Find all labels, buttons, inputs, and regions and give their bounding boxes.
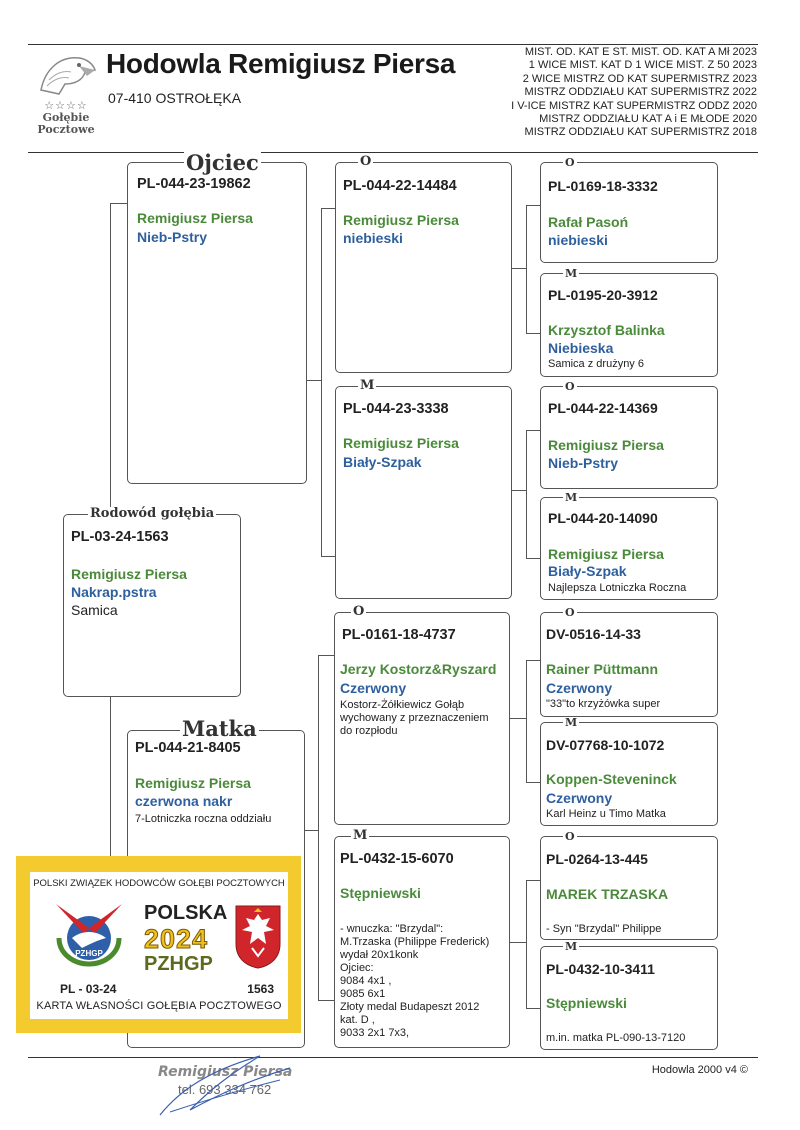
ffm-box <box>540 267 718 377</box>
ownership-card <box>16 856 301 1033</box>
ff-owner: Remigiusz Piersa <box>343 212 459 228</box>
ffm-label: M <box>565 267 578 280</box>
connector-line <box>526 205 540 206</box>
logo-text-line2: Pocztowe <box>37 123 95 136</box>
subject-owner: Remigiusz Piersa <box>71 566 187 582</box>
mmm-label: M <box>565 940 578 953</box>
mm-owner: Stępniewski <box>340 885 421 901</box>
mff-note: "33"to krzyżówka super <box>546 698 661 710</box>
mmm-box <box>540 940 718 1050</box>
footer-rule <box>28 1057 758 1058</box>
mff-ring: DV-0516-14-33 <box>546 626 641 642</box>
software-version: Hodowla 2000 v4 © <box>651 1064 748 1076</box>
mm-note-line: kat. D , <box>340 1014 375 1026</box>
connector-line <box>110 203 128 204</box>
fm-label: M <box>360 378 375 393</box>
mother-note: 7-Lotniczka roczna oddziału <box>135 813 272 825</box>
father-label: Ojciec <box>186 150 259 175</box>
connector-line <box>318 655 334 656</box>
mfm-box <box>540 716 718 826</box>
mmf-owner: MAREK TRZASKA <box>546 886 669 902</box>
fm-owner: Remigiusz Piersa <box>343 435 459 451</box>
connector-line <box>321 556 335 557</box>
award-line: 2 WICE MISTRZ OD KAT SUPERMISTRZ 2023 <box>522 72 757 85</box>
connector-line <box>318 655 319 1000</box>
mff-colour: Czerwony <box>546 680 613 696</box>
connector-line <box>526 558 540 559</box>
mm-note-line: 9033 2x1 7x3, <box>340 1027 410 1039</box>
connector-line <box>526 660 540 661</box>
club-logo <box>30 50 102 142</box>
mm-note-line: Ojciec: <box>340 962 374 974</box>
fff-ring: PL-0169-18-3332 <box>548 178 658 194</box>
breeder-city: 07-410 OSTROŁĘKA <box>108 90 242 106</box>
father-box <box>127 150 307 484</box>
mother-colour: czerwona nakr <box>135 793 233 809</box>
card-karta: KARTA WŁASNOŚCI GOŁĘBIA POCZTOWEGO <box>36 1000 282 1012</box>
header-top-rule <box>28 44 758 45</box>
polish-eagle-emblem-icon <box>234 904 282 970</box>
connector-line <box>110 203 111 514</box>
signature-scribble-icon <box>150 1050 300 1120</box>
fm-colour: Biały-Szpak <box>343 454 422 470</box>
award-line: MIST. OD. KAT E ST. MIST. OD. KAT A Mł 2023 <box>524 46 757 58</box>
mmf-note: - Syn "Brzydal" Philippe <box>546 923 662 935</box>
pzhgp-logo-text: PZHGP <box>75 949 103 958</box>
father-colour: Nieb-Pstry <box>137 229 208 245</box>
mf-note-line: Kostorz-Żółkiewicz Gołąb <box>340 699 465 711</box>
mff-owner: Rainer Püttmann <box>546 661 659 677</box>
fmf-ring: PL-044-22-14369 <box>548 400 658 416</box>
pzhgp-logo-icon <box>44 898 134 978</box>
mf-ring: PL-0161-18-4737 <box>342 627 456 643</box>
connector-line <box>526 1008 540 1009</box>
mfm-label: M <box>565 716 578 729</box>
mf-owner: Jerzy Kostorz&Ryszard <box>340 661 497 677</box>
connector-line <box>305 830 319 831</box>
fmf-box <box>540 380 718 489</box>
mm-note-line: - wnuczka: "Brzydal": <box>340 923 444 935</box>
fff-owner: Rafał Pasoń <box>548 214 629 230</box>
father-ring: PL-044-23-19862 <box>137 176 251 192</box>
ffm-ring: PL-0195-20-3912 <box>548 287 658 303</box>
mmm-ring: PL-0432-10-3411 <box>546 961 655 977</box>
connector-line <box>510 942 526 943</box>
fmm-colour: Biały-Szpak <box>548 563 627 579</box>
mff-box <box>540 606 718 717</box>
mf-note <box>340 699 489 738</box>
ffm-owner: Krzysztof Balinka <box>548 322 665 338</box>
header-bottom-rule <box>28 152 758 153</box>
card-ring: PL - 03-24 <box>60 982 117 996</box>
ffm-colour: Niebieska <box>548 340 614 356</box>
stars-icon: ☆☆☆☆ <box>44 99 88 112</box>
ff-box <box>335 154 512 373</box>
mm-ring: PL-0432-15-6070 <box>340 851 454 867</box>
logo-text-line1: Gołębie <box>42 111 90 124</box>
fff-label: O <box>565 156 575 169</box>
mm-note-line: 9085 6x1 <box>340 988 386 1000</box>
mm-box <box>334 828 510 1048</box>
fmm-label: M <box>565 491 578 504</box>
mf-label: O <box>353 604 365 619</box>
subject-ring: PL-03-24-1563 <box>71 529 169 545</box>
fmm-owner: Remigiusz Piersa <box>548 546 664 562</box>
mm-label: M <box>353 828 368 843</box>
mfm-note: Karl Heinz u Timo Matka <box>546 808 666 820</box>
ff-label: O <box>360 154 372 169</box>
award-line: MISTRZ ODDZIAŁU KAT A i E MŁODE 2020 <box>539 113 757 126</box>
award-line: 1 WICE MIST. KAT D 1 WICE MIST. Z 50 2023 <box>528 59 757 72</box>
mmf-label: O <box>565 830 575 843</box>
fm-ring: PL-044-23-3338 <box>343 401 449 417</box>
father-owner: Remigiusz Piersa <box>137 210 253 226</box>
mf-note-line: wychowany z przeznaczeniem <box>340 712 489 724</box>
connector-line <box>526 880 540 881</box>
mf-colour: Czerwony <box>340 680 407 696</box>
mm-note <box>340 923 489 1040</box>
fff-box <box>540 156 718 263</box>
connector-line <box>526 782 540 783</box>
award-line: MISTRZ ODDZIAŁU KAT SUPERMISTRZ 2018 <box>524 126 757 139</box>
mother-ring: PL-044-21-8405 <box>135 740 241 756</box>
connector-line <box>526 430 527 558</box>
fmm-box <box>540 491 718 600</box>
card-polska: POLSKA <box>144 902 228 924</box>
award-line: I V-ICE MISTRZ KAT SUPERMISTRZ ODDZ 2020 <box>511 99 757 112</box>
mother-label: Matka <box>182 716 257 741</box>
mm-note-line: Złoty medal Budapeszt 2012 <box>340 1001 480 1013</box>
card-pzhgp: PZHGP <box>144 953 213 975</box>
subject-sex: Samica <box>71 602 118 618</box>
award-line: MISTRZ ODDZIAŁU KAT SUPERMISTRZ 2022 <box>524 86 757 99</box>
ff-ring: PL-044-22-14484 <box>343 178 457 194</box>
fmf-owner: Remigiusz Piersa <box>548 437 664 453</box>
fm-box <box>335 378 512 599</box>
subject-box <box>63 506 241 697</box>
mm-note-line: M.Trzaska (Philippe Frederick) <box>340 936 490 948</box>
mf-note-line: do rozpłodu <box>340 725 398 737</box>
connector-line <box>526 660 527 782</box>
card-number: 1563 <box>247 982 274 996</box>
awards-list <box>511 46 757 140</box>
connector-line <box>321 208 335 209</box>
fmf-label: O <box>565 380 575 393</box>
mmm-note: m.in. matka PL-090-13-7120 <box>546 1032 686 1044</box>
mfm-colour: Czerwony <box>546 790 613 806</box>
mmf-box <box>540 830 718 940</box>
connector-line <box>318 1000 334 1001</box>
ff-colour: niebieski <box>343 230 403 246</box>
mother-owner: Remigiusz Piersa <box>135 775 251 791</box>
fff-colour: niebieski <box>548 232 608 248</box>
connector-line <box>512 490 526 491</box>
mm-note-line: 9084 4x1 , <box>340 975 392 987</box>
connector-line <box>510 718 526 719</box>
mf-box <box>334 604 510 825</box>
signature-stamp-name: Remigiusz Piersa <box>158 1064 293 1080</box>
ownership-card-inner <box>30 872 288 1019</box>
signature-stamp-tel: tel. 693 334 762 <box>178 1082 272 1097</box>
mfm-ring: DV-07768-10-1072 <box>546 737 665 753</box>
eagle-head-icon <box>35 50 97 95</box>
ffm-note: Samica z drużyny 6 <box>548 358 644 370</box>
card-title: POLSKI ZWIĄZEK HODOWCÓW GOŁĘBI POCZTOWYCH <box>33 878 285 889</box>
connector-line <box>321 208 322 556</box>
mfm-owner: Koppen-Steveninck <box>546 771 677 787</box>
connector-line <box>526 430 540 431</box>
fmm-note: Najlepsza Lotniczka Roczna <box>548 582 687 594</box>
subject-label: Rodowód gołębia <box>90 506 215 521</box>
connector-line <box>512 268 526 269</box>
mm-note-line: wydał 20x1konk <box>340 949 419 961</box>
subject-colour: Nakrap.pstra <box>71 584 157 600</box>
mmm-owner: Stępniewski <box>546 995 627 1011</box>
page-title: Hodowla Remigiusz Piersa <box>106 48 456 79</box>
connector-line <box>526 880 527 1008</box>
mff-label: O <box>565 606 575 619</box>
connector-line <box>307 380 321 381</box>
connector-line <box>526 333 540 334</box>
fmm-ring: PL-044-20-14090 <box>548 510 658 526</box>
mmf-ring: PL-0264-13-445 <box>546 851 648 867</box>
fmf-colour: Nieb-Pstry <box>548 455 619 471</box>
connector-line <box>526 205 527 333</box>
card-year: 2024 <box>144 924 209 954</box>
